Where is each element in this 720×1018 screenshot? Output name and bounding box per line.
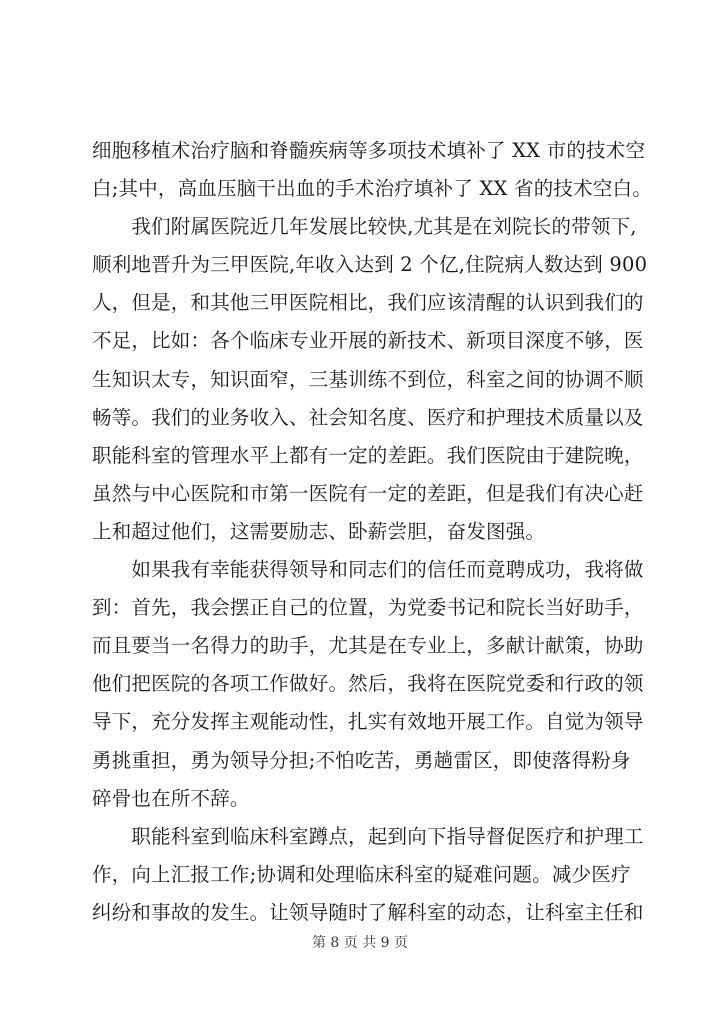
text-line: 他们把医院的各项工作做好。然后，我将在医院党委和行政的领 (92, 672, 644, 696)
text-line: 导下，充分发挥主观能动性，扎实有效地开展工作。自觉为领导 (92, 710, 644, 734)
text-line: 纠纷和事故的发生。让领导随时了解科室的动态，让科室主任和 (92, 900, 644, 924)
text-line: 人，但是，和其他三甲医院相比，我们应该清醒的认识到我们的 (92, 291, 644, 315)
document-body (92, 132, 652, 932)
text-line: 到：首先，我会摆正自己的位置，为党委书记和院长当好助手， (92, 596, 644, 620)
paragraph-start-line: 职能科室到临床科室蹲点，起到向下指导督促医疗和护理工 (92, 824, 644, 848)
text-line: 不足，比如：各个临床专业开展的新技术、新项目深度不够，医 (92, 329, 644, 353)
page-number-footer: 第 8 页 共 9 页 (311, 935, 409, 951)
text-line: 顺利地晋升为三甲医院,年收入达到 2 个亿,住院病人数达到 900 (92, 253, 648, 277)
text-line: 生知识太专，知识面窄，三基训练不到位，科室之间的协调不顺 (92, 367, 644, 391)
text-line: 上和超过他们，这需要励志、卧薪尝胆，奋发图强。 (92, 519, 546, 543)
paragraph-start-line: 我们附属医院近几年发展比较快,尤其是在刘院长的带领下, (92, 215, 637, 239)
text-line: 勇挑重担，勇为领导分担;不怕吃苦，勇趟雷区，即使落得粉身 (92, 748, 631, 772)
text-line: 碎骨也在所不辞。 (92, 786, 250, 810)
text-line: 而且要当一名得力的助手，尤其是在专业上，多献计献策，协助 (92, 634, 644, 658)
text-line: 职能科室的管理水平上都有一定的差距。我们医院由于建院晚， (92, 443, 644, 467)
text-line: 作，向上汇报工作;协调和处理临床科室的疑难问题。减少医疗 (92, 862, 631, 886)
text-line: 细胞移植术治疗脑和脊髓疾病等多项技术填补了 XX 市的技术空 (92, 139, 646, 162)
paragraph-start-line: 如果我有幸能获得领导和同志们的信任而竟聘成功，我将做 (92, 558, 644, 582)
text-line: 虽然与中心医院和市第一医院有一定的差距，但是我们有决心赶 (92, 481, 644, 505)
text-line: 畅等。我们的业务收入、社会知名度、医疗和护理技术质量以及 (92, 405, 644, 429)
text-line: 白;其中，高血压脑干出血的手术治疗填补了 XX 省的技术空白。 (92, 177, 652, 201)
